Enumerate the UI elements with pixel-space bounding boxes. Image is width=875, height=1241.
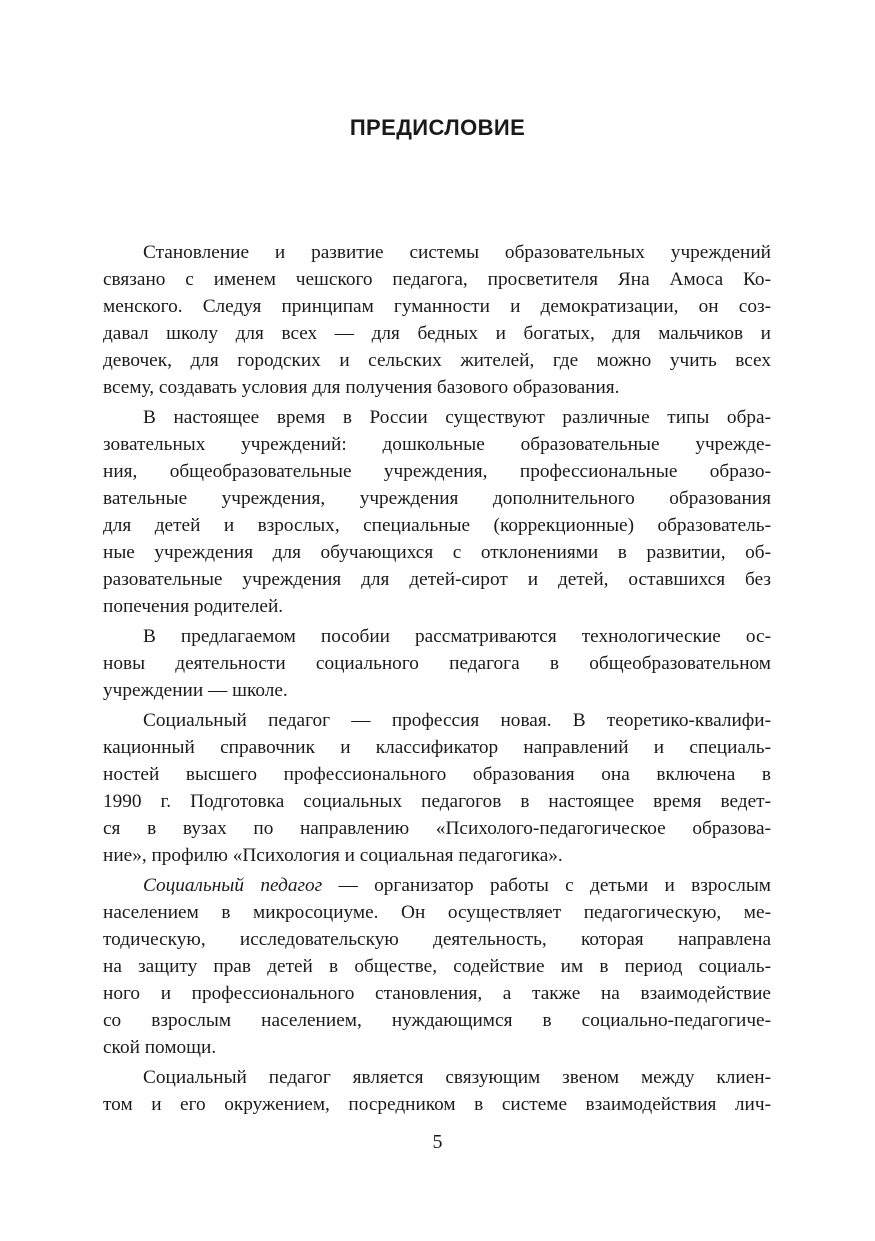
text-line: том и его окружением, посредником в системе взаимодействия лич- — [103, 1094, 771, 1115]
text-line: со взрослым населением, нуждающимся в социально-педагогиче- — [103, 1010, 771, 1031]
paragraph-5 — [103, 872, 771, 1061]
text-fragment: — организатор работы с детьми и взрослым — [322, 875, 771, 896]
paragraph-1 — [103, 239, 771, 401]
paragraph-4 — [103, 707, 771, 869]
paragraph-2 — [103, 404, 771, 620]
preface-text — [103, 239, 771, 1118]
text-line: всему, создавать условия для получения базового образования. — [103, 377, 620, 398]
text-line: менского. Следуя принципам гуманности и демократизации, он соз- — [103, 296, 771, 317]
text-line: Социальный педагог — профессия новая. В теоретико-квалифи- — [143, 710, 771, 731]
text-line: ные учреждения для обучающихся с отклонениями в развитии, об- — [103, 542, 771, 563]
text-line: для детей и взрослых, специальные (коррекционные) образователь- — [103, 515, 771, 536]
text-line: В предлагаемом пособии рассматриваются технологические ос- — [143, 626, 771, 647]
text-line: населением в микросоциуме. Он осуществляет педагогическую, ме- — [103, 902, 771, 923]
page-title: ПРЕДИСЛОВИЕ — [349, 115, 526, 140]
text-line: ся в вузах по направлению «Психолого-педагогическое образова- — [103, 818, 771, 839]
text-line: разовательные учреждения для детей-сирот и детей, оставшихся без — [103, 569, 771, 590]
text-line: девочек, для городских и сельских жителей, где можно учить всех — [103, 350, 771, 371]
text-line: ние», профилю «Психология и социальная педагогика». — [103, 845, 563, 866]
text-line: тодическую, исследовательскую деятельность, которая направлена — [103, 929, 771, 950]
text-line: на защиту прав детей в обществе, содействие им в период социаль- — [103, 956, 771, 977]
text-line: связано с именем чешского педагога, просветителя Яна Амоса Ко- — [103, 269, 771, 290]
text-line: Становление и развитие системы образовательных учреждений — [143, 242, 771, 263]
text-line: Социальный педагог является связующим звеном между клиен- — [143, 1067, 771, 1088]
paragraph-3 — [103, 623, 771, 704]
text-line: учреждении — школе. — [103, 680, 288, 701]
text-line: ния, общеобразовательные учреждения, профессиональные образо- — [103, 461, 771, 482]
text-line: вательные учреждения, учреждения дополнительного образования — [103, 488, 771, 509]
paragraph-6 — [103, 1064, 771, 1118]
text-line: В настоящее время в России существуют различные типы обра- — [143, 407, 771, 428]
text-line: попечения родителей. — [103, 596, 284, 617]
text-line: новы деятельности социального педагога в общеобразовательном — [103, 653, 771, 674]
text-line: давал школу для всех — для бедных и богатых, для мальчиков и — [103, 323, 771, 344]
text-line: кационный справочник и классификатор направлений и специаль- — [103, 737, 771, 758]
text-line: 1990 г. Подготовка социальных педагогов в настоящее время ведет- — [103, 791, 771, 812]
text-line: ного и профессионального становления, а также на взаимодействие — [103, 983, 771, 1004]
text-line: зовательных учреждений: дошкольные образовательные учрежде- — [103, 434, 771, 455]
text-line: ской помощи. — [103, 1037, 217, 1058]
page-number: 5 — [432, 1131, 443, 1153]
text-line — [103, 872, 771, 899]
defined-term: Социальный педагог — [143, 875, 323, 896]
text-line: ностей высшего профессионального образования она включена в — [103, 764, 771, 785]
